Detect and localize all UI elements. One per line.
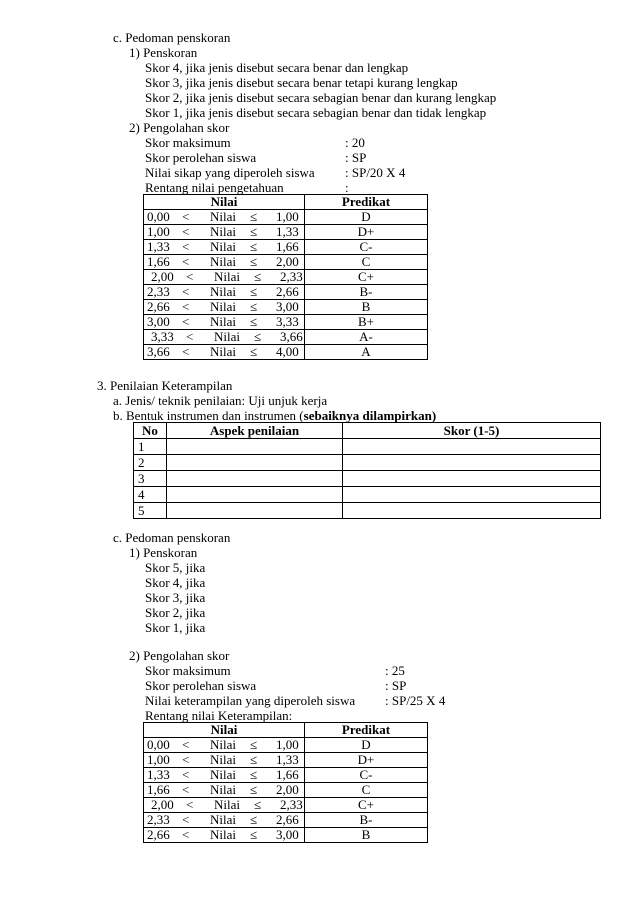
predikat-cell: D	[305, 738, 428, 753]
predikat-cell: B-	[305, 285, 428, 300]
rule-line: Skor 4, jika jenis disebut secara benar dan lengkap	[145, 60, 409, 75]
column-header-skor: Skor (1-5)	[343, 423, 601, 439]
rule-line: Skor 4, jika	[145, 575, 206, 590]
range-high: 4,00	[276, 344, 299, 359]
aspek-cell	[167, 471, 343, 487]
param-value: : 20	[345, 135, 365, 150]
operator-less: <	[186, 269, 194, 284]
predikat-cell: C-	[305, 768, 428, 783]
operator-leq: ≤	[250, 344, 258, 359]
table-row	[144, 270, 428, 285]
range-low: 2,33	[147, 812, 170, 827]
section-c1-pengolahan: 2) Pengolahan skor	[129, 120, 230, 135]
operator-less: <	[182, 767, 190, 782]
table-row	[144, 315, 428, 330]
section-3-heading: 3. Penilaian Keterampilan	[97, 378, 233, 393]
column-header-nilai: Nilai	[144, 723, 305, 738]
range-high: 2,33	[280, 269, 303, 284]
nilai-cell	[144, 768, 305, 783]
predikat-cell: B+	[305, 315, 428, 330]
skor-cell	[343, 487, 601, 503]
column-header-aspek: Aspek penilaian	[167, 423, 343, 439]
operator-leq: ≤	[250, 782, 258, 797]
range-high: 3,00	[276, 299, 299, 314]
range-high: 2,33	[280, 797, 303, 812]
range-low: 0,00	[147, 737, 170, 752]
range-high: 2,00	[276, 254, 299, 269]
predikat-cell: C	[305, 783, 428, 798]
rule-line: Skor 2, jika	[145, 605, 206, 620]
operator-leq: ≤	[250, 209, 258, 224]
predikat-cell: C+	[305, 798, 428, 813]
param-value: : SP/25 X 4	[385, 693, 446, 708]
predikat-cell: B	[305, 828, 428, 843]
table-row	[134, 455, 601, 471]
operator-less: <	[182, 284, 190, 299]
param-value: : SP/20 X 4	[345, 165, 406, 180]
range-low: 1,66	[147, 254, 170, 269]
skor-cell	[343, 455, 601, 471]
operator-leq: ≤	[250, 284, 258, 299]
nilai-cell	[144, 300, 305, 315]
nilai-word: Nilai	[214, 329, 240, 344]
param-label: Skor perolehan siswa	[145, 150, 257, 165]
nilai-word: Nilai	[210, 752, 236, 767]
nilai-word: Nilai	[210, 239, 236, 254]
nilai-word: Nilai	[214, 797, 240, 812]
table-row	[134, 471, 601, 487]
range-low: 1,66	[147, 782, 170, 797]
predikat-cell: B	[305, 300, 428, 315]
param-label: Nilai keterampilan yang diperoleh siswa	[145, 693, 356, 708]
predikat-cell: C+	[305, 270, 428, 285]
nilai-word: Nilai	[210, 812, 236, 827]
table-row	[134, 503, 601, 519]
predikat-cell: D+	[305, 753, 428, 768]
section-3b-bold: sebaiknya dilampirkan)	[303, 408, 437, 423]
table-row	[144, 753, 428, 768]
nilai-cell	[144, 345, 305, 360]
section-c1-heading: c. Pedoman penskoran	[113, 30, 231, 45]
range-high: 1,66	[276, 239, 299, 254]
nilai-cell	[144, 330, 305, 345]
nilai-cell	[144, 828, 305, 843]
range-high: 2,66	[276, 812, 299, 827]
table-row	[144, 813, 428, 828]
nilai-cell	[144, 738, 305, 753]
range-high: 1,33	[276, 224, 299, 239]
aspek-cell	[167, 455, 343, 471]
range-low: 2,66	[147, 299, 170, 314]
row-number: 3	[134, 471, 167, 487]
nilai-word: Nilai	[210, 224, 236, 239]
nilai-word: Nilai	[210, 299, 236, 314]
range-low: 2,66	[147, 827, 170, 842]
operator-leq: ≤	[250, 812, 258, 827]
operator-less: <	[182, 254, 190, 269]
predikat-cell: D+	[305, 225, 428, 240]
range-high: 3,66	[280, 329, 303, 344]
table-row	[144, 255, 428, 270]
table-row	[144, 330, 428, 345]
nilai-word: Nilai	[210, 782, 236, 797]
nilai-word: Nilai	[210, 314, 236, 329]
operator-less: <	[182, 299, 190, 314]
section-c1-penskoran: 1) Penskoran	[129, 45, 198, 60]
predikat-cell: C-	[305, 240, 428, 255]
operator-less: <	[182, 752, 190, 767]
operator-less: <	[182, 812, 190, 827]
range-low: 1,33	[147, 767, 170, 782]
rule-line: Skor 1, jika jenis disebut secara sebagian benar dan tidak lengkap	[145, 105, 487, 120]
nilai-cell	[144, 315, 305, 330]
operator-leq: ≤	[250, 752, 258, 767]
range-label: Rentang nilai Keterampilan:	[145, 708, 293, 723]
nilai-word: Nilai	[214, 269, 240, 284]
operator-leq: ≤	[250, 254, 258, 269]
operator-leq: ≤	[250, 224, 258, 239]
aspek-table	[133, 422, 601, 519]
operator-less: <	[182, 344, 190, 359]
range-high: 1,00	[276, 209, 299, 224]
table-row	[144, 783, 428, 798]
range-low: 3,33	[151, 329, 174, 344]
table-row	[144, 768, 428, 783]
operator-leq: ≤	[254, 269, 262, 284]
nilai-word: Nilai	[210, 209, 236, 224]
operator-leq: ≤	[250, 767, 258, 782]
aspek-cell	[167, 439, 343, 455]
nilai-cell	[144, 225, 305, 240]
range-low: 2,00	[151, 797, 174, 812]
param-value: : SP	[345, 150, 367, 165]
aspek-cell	[167, 487, 343, 503]
operator-less: <	[182, 827, 190, 842]
table-row	[144, 240, 428, 255]
nilai-word: Nilai	[210, 284, 236, 299]
nilai-word: Nilai	[210, 737, 236, 752]
column-header-no: No	[134, 423, 167, 439]
nilai-cell	[144, 783, 305, 798]
range-high: 3,00	[276, 827, 299, 842]
operator-leq: ≤	[250, 239, 258, 254]
nilai-cell	[144, 813, 305, 828]
table-row	[144, 300, 428, 315]
section-3a: a. Jenis/ teknik penilaian: Uji unjuk kerja	[113, 393, 328, 408]
row-number: 1	[134, 439, 167, 455]
nilai-cell	[144, 240, 305, 255]
range-low: 3,00	[147, 314, 170, 329]
rule-line: Skor 1, jika	[145, 620, 206, 635]
table-row	[144, 225, 428, 240]
keterampilan-range-table	[143, 722, 428, 843]
section-3b	[113, 408, 436, 423]
operator-leq: ≤	[250, 827, 258, 842]
nilai-cell	[144, 798, 305, 813]
param-label: Skor perolehan siswa	[145, 678, 257, 693]
aspek-cell	[167, 503, 343, 519]
predikat-cell: D	[305, 210, 428, 225]
column-header-nilai: Nilai	[144, 195, 305, 210]
table-row	[144, 210, 428, 225]
rule-line: Skor 5, jika	[145, 560, 206, 575]
range-high: 1,66	[276, 767, 299, 782]
range-high: 1,00	[276, 737, 299, 752]
range-low: 2,33	[147, 284, 170, 299]
nilai-word: Nilai	[210, 767, 236, 782]
nilai-cell	[144, 255, 305, 270]
table-row	[134, 487, 601, 503]
nilai-cell	[144, 753, 305, 768]
range-high: 1,33	[276, 752, 299, 767]
predikat-cell: A-	[305, 330, 428, 345]
range-high: 2,66	[276, 284, 299, 299]
section-c2-pengolahan: 2) Pengolahan skor	[129, 648, 230, 663]
range-high: 3,33	[276, 314, 299, 329]
nilai-word: Nilai	[210, 827, 236, 842]
operator-less: <	[182, 782, 190, 797]
operator-leq: ≤	[254, 329, 262, 344]
section-c2-penskoran: 1) Penskoran	[129, 545, 198, 560]
predikat-cell: B-	[305, 813, 428, 828]
table-row	[144, 738, 428, 753]
column-header-predikat: Predikat	[305, 723, 428, 738]
range-low: 3,66	[147, 344, 170, 359]
range-low: 1,00	[147, 224, 170, 239]
operator-less: <	[186, 797, 194, 812]
table-row	[144, 285, 428, 300]
operator-less: <	[182, 239, 190, 254]
nilai-cell	[144, 285, 305, 300]
range-low: 1,00	[147, 752, 170, 767]
param-value: :	[345, 180, 349, 195]
table-row	[144, 345, 428, 360]
operator-less: <	[182, 209, 190, 224]
column-header-predikat: Predikat	[305, 195, 428, 210]
table-row	[144, 828, 428, 843]
pengetahuan-range-table	[143, 194, 428, 360]
rule-line: Skor 2, jika jenis disebut secara sebagian benar dan kurang lengkap	[145, 90, 497, 105]
range-high: 2,00	[276, 782, 299, 797]
operator-less: <	[182, 737, 190, 752]
predikat-cell: C	[305, 255, 428, 270]
nilai-cell	[144, 270, 305, 285]
table-row	[144, 798, 428, 813]
row-number: 2	[134, 455, 167, 471]
operator-leq: ≤	[254, 797, 262, 812]
table-row	[134, 439, 601, 455]
skor-cell	[343, 503, 601, 519]
range-low: 0,00	[147, 209, 170, 224]
nilai-cell	[144, 210, 305, 225]
operator-leq: ≤	[250, 737, 258, 752]
rule-line: Skor 3, jika jenis disebut secara benar tetapi kurang lengkap	[145, 75, 458, 90]
section-c2-heading: c. Pedoman penskoran	[113, 530, 231, 545]
param-value: : SP	[385, 678, 407, 693]
param-label: Skor maksimum	[145, 663, 231, 678]
operator-less: <	[182, 224, 190, 239]
param-label: Nilai sikap yang diperoleh siswa	[145, 165, 315, 180]
row-number: 5	[134, 503, 167, 519]
param-label: Rentang nilai pengetahuan	[145, 180, 284, 195]
predikat-cell: A	[305, 345, 428, 360]
rule-line: Skor 3, jika	[145, 590, 206, 605]
operator-leq: ≤	[250, 299, 258, 314]
operator-less: <	[182, 314, 190, 329]
operator-leq: ≤	[250, 314, 258, 329]
section-3b-prefix: b. Bentuk instrumen dan instrumen (	[113, 408, 304, 423]
range-low: 1,33	[147, 239, 170, 254]
operator-less: <	[186, 329, 194, 344]
nilai-word: Nilai	[210, 344, 236, 359]
param-label: Skor maksimum	[145, 135, 231, 150]
skor-cell	[343, 471, 601, 487]
nilai-word: Nilai	[210, 254, 236, 269]
range-low: 2,00	[151, 269, 174, 284]
skor-cell	[343, 439, 601, 455]
row-number: 4	[134, 487, 167, 503]
param-value: : 25	[385, 663, 405, 678]
